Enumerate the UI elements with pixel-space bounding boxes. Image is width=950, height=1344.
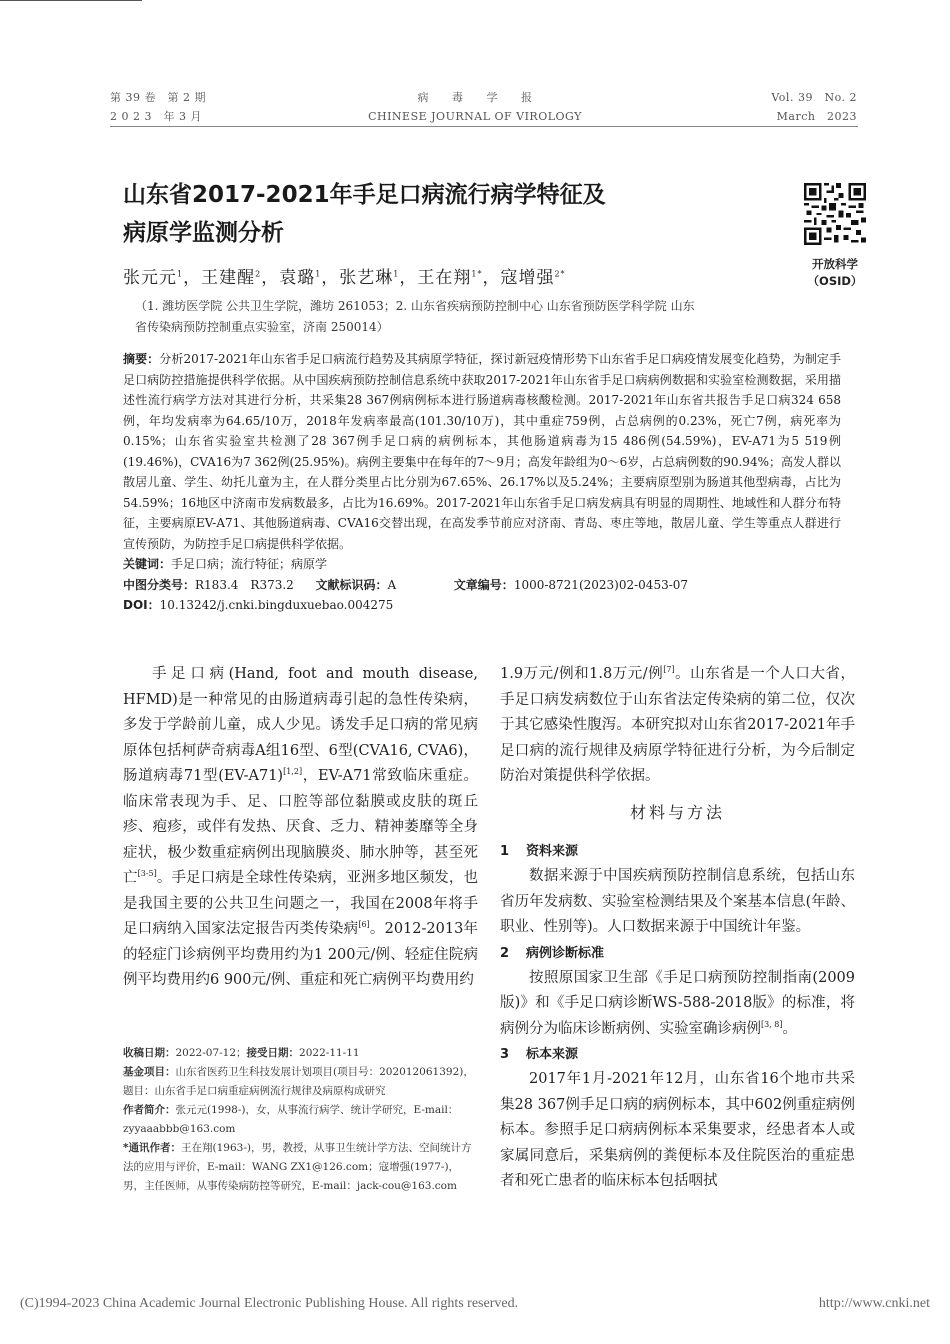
subsection-number: 2	[500, 945, 510, 961]
clc-value: R183.4 R373.2	[195, 577, 294, 592]
author-affil-mark: 1*	[471, 269, 483, 279]
citation-link[interactable]: [3-5]	[137, 869, 157, 879]
citation-link[interactable]: [6]	[358, 920, 370, 930]
article-no-value: 1000-8721(2023)02-0453-07	[513, 577, 689, 592]
subsection-heading	[500, 1042, 855, 1067]
intro-paragraph	[123, 662, 478, 994]
subsection-heading	[500, 839, 855, 864]
subsection-number: 1	[500, 844, 510, 859]
author-name[interactable]: 张艺琳	[339, 268, 394, 288]
intro-text: 。山东省是一个人口大省，手足口病发病数位于山东省法定传染病的第二位，仅次于其它感染性腹泻。本研究拟对山东省2017-2021年手足口病的流行规律及病原学特征进行分析，为今后制定防治对策提供科学依据。	[500, 666, 856, 784]
body-right-column	[500, 662, 855, 1195]
journal-name-cn: 病 毒 学 报	[417, 91, 533, 104]
subsection-text	[500, 966, 855, 1043]
author-affil-mark: 2	[255, 269, 262, 279]
journal-issue	[110, 88, 206, 126]
author-bio-note	[123, 1101, 478, 1139]
doc-code-label: 文献标识码：	[315, 577, 388, 592]
doi-link[interactable]: 10.13242/j.cnki.bingduxuebao.004275	[159, 598, 394, 612]
corresponding-text: 王在翔(1963-)，男，教授，从事卫生统计学方法、空间统计方法的应用与评价，E-mail：WANG ZX1@126.com；寇增强(1977-)，男，主任医师，从事传染病防控等研究，E-mail：jack-cou@163.com	[123, 1142, 472, 1192]
abstract-block	[123, 349, 841, 616]
section-heading: 材料与方法	[629, 802, 725, 822]
funding-label: 基金项目：	[123, 1066, 176, 1078]
subsection-heading	[500, 941, 855, 966]
author-name[interactable]: 寇增强	[500, 268, 555, 288]
doi-line	[123, 595, 841, 616]
subsection-title: 标本来源	[526, 1047, 579, 1062]
subsection-number: 3	[500, 1047, 510, 1062]
keywords-text: 手足口病；流行特征；病原学	[171, 557, 328, 571]
article-title	[123, 176, 763, 252]
funding-text: 山东省医药卫生科技发展计划项目(项目号：202012061392)，题目：山东省手足口病重症病例流行规律及病原构成研究	[123, 1066, 474, 1097]
intro-text: ，EV-A71常致临床重症。临床常表现为手、足、口腔等部位黏膜或皮肤的斑丘疹、疱疹，或伴有发热、厌食、乏力、精神萎靡等全身症状，极少数重症病例出现脑膜炎、肺水肿等，甚至死亡	[123, 768, 479, 886]
subsection-text: 数据来源于中国疾病预防控制信息系统，包括山东省历年发病数、实验室检测结果及个案基本信息(年龄、职业、性别等)。人口数据来源于中国统计年鉴。	[500, 868, 855, 935]
abstract-label: 摘要：	[123, 352, 160, 366]
subsection-text: 2017年1月-2021年12月，山东省16个地市共采集28 367例手足口病的病例标本，其中602例重症病例标本。参照手足口病病例标本采集要求，经患者本人或家属同意后，采集病例的粪便标本及住院医治的重症患者和死亡患者的临床标本包括咽拭	[500, 1071, 855, 1189]
author-list: 张元元$^1$，王建醒$^2$，袁璐$^1$，张艺琳$^1$，王在翔$^{1*}$，寇增强$^{2*}$	[123, 268, 566, 288]
cnki-link[interactable]: http://www.cnki.net	[818, 1296, 930, 1311]
title-line-1: 山东省2017-2021年手足口病流行病学特征及	[123, 182, 606, 208]
intro-text: 手足口病(Hand, foot and mouth disease, HFMD)是一种常见的由肠道病毒引起的急性传染病，多发于学龄前儿童，成人少见。诱发手足口病的常见病原体包括柯萨奇病毒A组16型、6型(CVA16, CVA6)，肠道病毒71型(EV-A71)	[123, 666, 478, 784]
citation-link[interactable]: [3, 8]	[761, 1019, 783, 1029]
body-left-column	[123, 662, 478, 994]
intro-text: 。手足口病是全球性传染病，亚洲多地区频发，也是我国主要的公共卫生问题之一，我国在2008年将手足口病纳入国家法定报告丙类传染病	[123, 870, 479, 937]
author-bio-text: 张元元(1998-)，女，从事流行病学、统计学研究，E-mail：zyyaaabbb@163.com	[123, 1104, 459, 1135]
subsection-text-part: 按照原国家卫生部《手足口病预防控制指南(2009版)》和《手足口病诊断WS-588-2018版》的标准，将病例分为临床诊断病例、实验室确诊病例	[500, 969, 855, 1037]
corresponding-note	[123, 1139, 478, 1196]
author-name[interactable]: 王建醒	[201, 268, 256, 288]
footnotes	[123, 1044, 478, 1196]
author-bio-label: 作者简介：	[123, 1104, 176, 1116]
corresponding-label: *通讯作者：	[123, 1142, 181, 1154]
issue-date: 2 0 2 3 年 3 月	[110, 110, 202, 123]
footnote-divider	[0, 0, 142, 1]
subsection-title: 病例诊断标准	[526, 945, 605, 961]
author-name[interactable]: 袁璐	[279, 268, 316, 288]
volume-issue-en: Vol. 39 No. 2	[771, 91, 857, 104]
keywords	[123, 554, 841, 575]
subsection-title: 资料来源	[526, 844, 579, 859]
dates-note	[123, 1044, 478, 1063]
citation-link[interactable]: [1,2]	[283, 767, 303, 777]
author-affil-mark: 1	[315, 269, 322, 279]
classification-line	[123, 575, 841, 596]
header-divider	[110, 126, 858, 127]
abstract-text: 分析2017-2021年山东省手足口病流行趋势及其病原学特征，探讨新冠疫情形势下山东省手足口病疫情发展变化趋势，为制定手足口病防控措施提供科学依据。从中国疾病预防控制信息系统中获取2017-2021年山东省手足口病病例数据和实验室检测数据，采用描述性流行病学方法对其进行分析，共采集28 367例病例标本进行肠道病毒核酸检测。2017-2021年山东省共报告手足口病324 658例，年均发病率为64.65/10万，2018年发病率最高(101.30/10万)，其中重症759例，占总病例的0.23%，死亡7例，病死率为0.15%；山东省实验室共检测了28 367例手足口病的病例标本，其他肠道病毒为15 486例(54.59%)，EV-A71为5 519例(19.46%)，CVA16为7 362例(25.95%)。病例主要集中在每年的7～9月；高发年龄组为0～6岁，占总病例数的90.94%；高发人群以散居儿童、学生、幼托儿童为主，在人群分类里占比分别为67.65%、26.17%以及5.24%；主要病原型别为肠道其他型病毒，占比为54.59%；16地区中济南市发病数最多，占比为16.69%。2017-2021年山东省手足口病发病具有明显的周期性、地域性和人群分布特征，主要病原EV-A71、其他肠道病毒、CVA16交替出现，在高发季节前应对济南、青岛、枣庄等地，散居儿童、学生等重点人群进行宣传预防，为防控手足口病提供科学依据。	[123, 352, 841, 551]
issue-date-en: March 2023	[776, 110, 857, 123]
osid-line-2: （OSID）	[807, 274, 863, 288]
keywords-label: 关键词：	[123, 557, 172, 571]
accepted-date: 2022-11-11	[299, 1047, 360, 1059]
copyright-text: (C)1994-2023 China Academic Journal Electronic Publishing House. All rights reserved.	[20, 1296, 519, 1311]
journal-issue-en	[700, 88, 857, 126]
subsection-text-part: 。	[782, 1020, 798, 1037]
author-affil-mark: 1	[177, 269, 184, 279]
volume-issue: 第 39 卷 第 2 期	[110, 91, 206, 104]
osid-line-1: 开放科学	[812, 257, 858, 271]
author-name[interactable]: 王在翔	[417, 268, 472, 288]
qr-code-icon[interactable]	[804, 183, 866, 245]
citation-link[interactable]: [7]	[663, 665, 675, 675]
author-name[interactable]: 张元元	[123, 268, 177, 288]
received-date: 2022-07-12；	[175, 1047, 247, 1059]
accepted-label: 接受日期：	[246, 1047, 300, 1059]
article-no-label: 文章编号：	[453, 577, 514, 592]
intro-text: 。2012-2013年的轻症门诊病例平均费用约为1 200元/例、轻症住院病例平均费用约6 900元/例、重症和死亡病例平均费用约	[123, 921, 478, 988]
doc-code-value: A	[387, 577, 397, 592]
clc-label: 中图分类号：	[123, 577, 196, 592]
funding-note	[123, 1063, 478, 1101]
intro-text: 1.9万元/例和1.8万元/例	[500, 666, 664, 682]
affiliation: （1. 潍坊医学院 公共卫生学院，潍坊 261053；2. 山东省疾病预防控制中心 山东省预防医学科学院 山东省传染病预防控制重点实验室，济南 250014）	[135, 299, 695, 334]
journal-name	[330, 88, 620, 126]
doi-label: DOI：	[123, 598, 160, 612]
osid-label	[795, 256, 875, 290]
title-line-2: 病原学监测分析	[123, 220, 284, 246]
copyright-footer	[20, 1296, 930, 1312]
journal-name-en: CHINESE JOURNAL OF VIROLOGY	[368, 110, 582, 123]
author-affil-mark: 2*	[554, 269, 566, 279]
author-affil-mark: 1	[393, 269, 400, 279]
intro-paragraph-cont	[500, 662, 855, 790]
abstract	[123, 349, 841, 554]
received-label: 收稿日期：	[123, 1047, 176, 1059]
